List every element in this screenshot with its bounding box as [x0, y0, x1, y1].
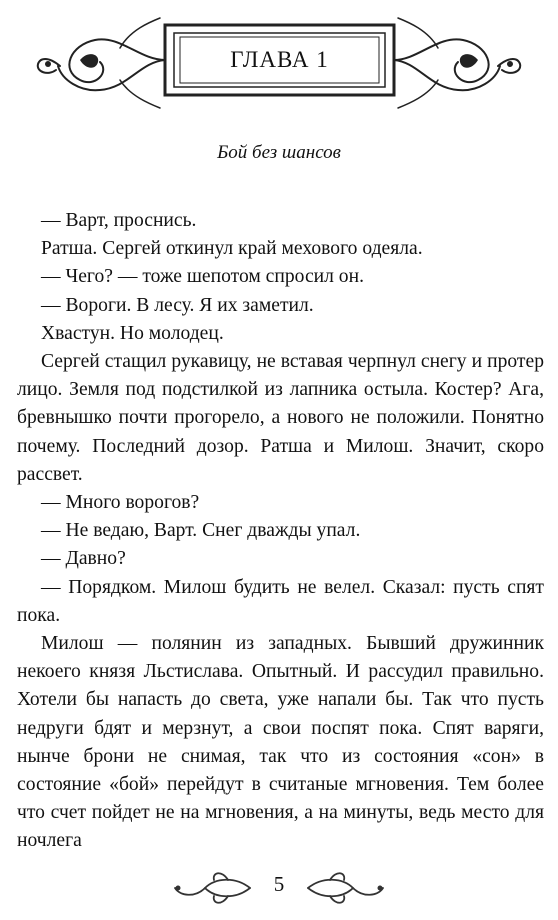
paragraph: Ратша. Сергей откинул край мехового одеяла.	[41, 238, 423, 260]
paragraph: — Вороги. В лесу. Я их заметил.	[41, 294, 314, 316]
paragraph: — Много ворогов?	[41, 492, 200, 514]
paragraph: Хвастун. Но молодец.	[41, 322, 224, 344]
paragraph: — Чего? — тоже шепотом спросил он.	[41, 266, 364, 288]
chapter-title: ГЛАВА 1	[230, 47, 329, 72]
chapter-subtitle: Бой без шансов	[217, 142, 341, 163]
paragraph: — Не ведаю, Варт. Снег дважды упал.	[41, 520, 361, 542]
body-text	[17, 207, 544, 856]
paragraph: — Порядком. Милош будить не велел. Сказал: пусть спят пока.	[17, 576, 544, 626]
page-footer	[0, 868, 558, 920]
paragraph: — Давно?	[41, 548, 126, 570]
paragraph: Сергей стащил рукавицу, не вставая черпнул снегу и протер лицо. Земля под подстилкой из лапника остыла. Костер? Ага, бревнышко почти прогорело, а нового не положили. Понятно почему. Последний дозор. Ратша и Милош. Значит, скоро рассвет.	[17, 351, 544, 485]
paragraph: — Варт, проснись.	[41, 210, 197, 231]
page-number: 5	[273, 872, 285, 896]
paragraph: Милош — полянин из западных. Бывший дружинник некоего князя Льстислава. Опытный. И рассудил правильно. Хотели бы напасть до света, уже напали бы. Так что пусть недруги бдят и мерзнут, а свои поспят пока. Спят варяги, нынче брони не снимая, так что из состояния «сон» в состояние «бой» перейдут в считаные мгновения. Тем более что счет пойдет не на мгновения, а на минуты, ведь место для ночлега	[17, 633, 544, 852]
chapter-header	[0, 0, 558, 125]
